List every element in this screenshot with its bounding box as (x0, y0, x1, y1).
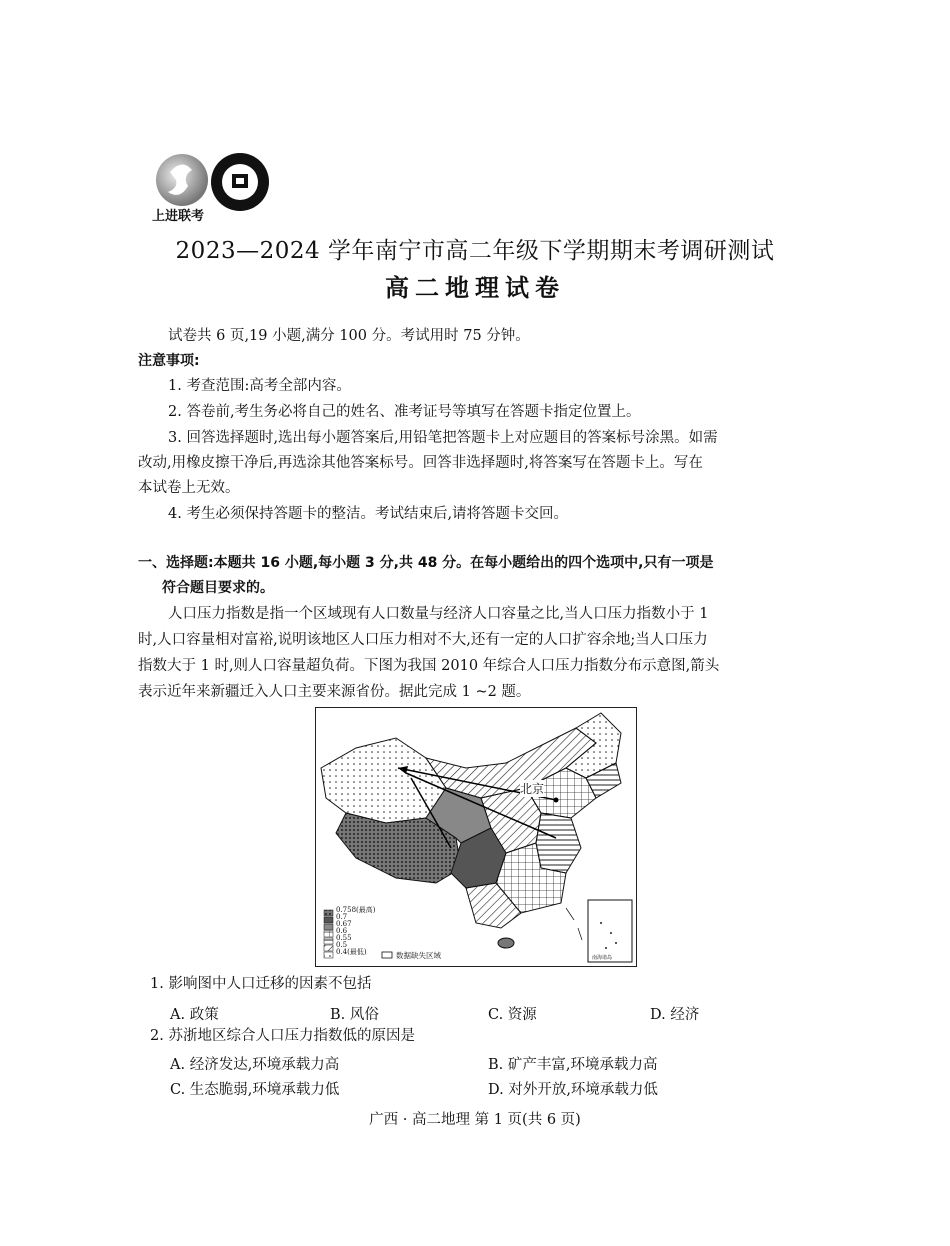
paper-title: 高二地理试卷 (385, 274, 565, 302)
question-stem: 2. 苏浙地区综合人口压力指数低的原因是 (150, 1028, 415, 1044)
legend-item: 0.758(最高) (336, 906, 376, 914)
inset-label: 南海诸岛 (592, 955, 613, 961)
notice-item: 4. 考生必须保持答题卡的整洁。考试结束后,请将答题卡交回。 (168, 506, 569, 522)
passage-line: 时,人口容量相对富裕,说明该地区人口压力相对不大,还有一定的人口扩容余地;当人口压力 (138, 632, 708, 648)
logo-brand-text: 上进联考 (152, 209, 205, 224)
section-heading: 一、选择题:本题共 16 小题,每小题 3 分,共 48 分。在每小题给出的四个选项中,只有一项是 (138, 555, 714, 571)
question-option: B. 风俗 (330, 1007, 379, 1023)
section-heading-cont: 符合题目要求的。 (162, 580, 274, 596)
passage-line: 指数大于 1 时,则人口容量超负荷。下图为我国 2010 年综合人口压力指数分布示意图,箭头 (138, 658, 720, 674)
question-option: D. 对外开放,环境承载力低 (488, 1082, 658, 1098)
page-footer: 广西 · 高二地理 第 1 页(共 6 页) (369, 1112, 581, 1128)
exam-title: 2023—2024 学年南宁市高二年级下学期期末考调研测试 (175, 238, 775, 264)
legend-missing-data: 数据缺失区域 (396, 951, 441, 960)
question-option: A. 经济发达,环境承载力高 (170, 1057, 340, 1073)
map-legend (336, 907, 376, 956)
question-option: D. 经济 (650, 1007, 700, 1023)
legend-item: 0.67 (336, 920, 352, 928)
notice-heading: 注意事项: (138, 353, 200, 369)
legend-item: 0.6 (336, 927, 348, 935)
passage-line: 表示近年来新疆迁入人口主要来源省份。据此完成 1 ~2 题。 (138, 684, 531, 700)
question-option: A. 政策 (170, 1007, 219, 1023)
legend-item: 0.55 (336, 934, 352, 942)
question-stem: 1. 影响图中人口迁移的因素不包括 (150, 976, 372, 992)
notice-item: 2. 答卷前,考生务必将自己的姓名、准考证号等填写在答题卡指定位置上。 (168, 404, 641, 420)
logo (152, 150, 277, 225)
passage-line: 人口压力指数是指一个区域现有人口数量与经济人口容量之比,当人口压力指数小于 1 (168, 606, 709, 622)
notice-item: 改动,用橡皮擦干净后,再选涂其他答案标号。回答非选择题时,将答案写在答题卡上。写在 (138, 455, 703, 471)
legend-item: 0.7 (336, 913, 348, 921)
legend-item: 0.4(最低) (336, 948, 367, 956)
exam-info: 试卷共 6 页,19 小题,满分 100 分。考试用时 75 分钟。 (168, 328, 530, 344)
map-city-beijing: 北京 (520, 782, 545, 796)
notice-item: 3. 回答选择题时,选出每小题答案后,用铅笔把答题卡上对应题目的答案标号涂黑。如需 (168, 430, 718, 446)
question-option: C. 资源 (488, 1007, 537, 1023)
population-pressure-map (315, 707, 637, 967)
notice-item: 本试卷上无效。 (138, 480, 240, 496)
question-option: B. 矿产丰富,环境承载力高 (488, 1057, 658, 1073)
question-option: C. 生态脆弱,环境承载力低 (170, 1082, 340, 1098)
legend-item: 0.5 (336, 941, 348, 949)
notice-item: 1. 考查范围:高考全部内容。 (168, 378, 351, 394)
